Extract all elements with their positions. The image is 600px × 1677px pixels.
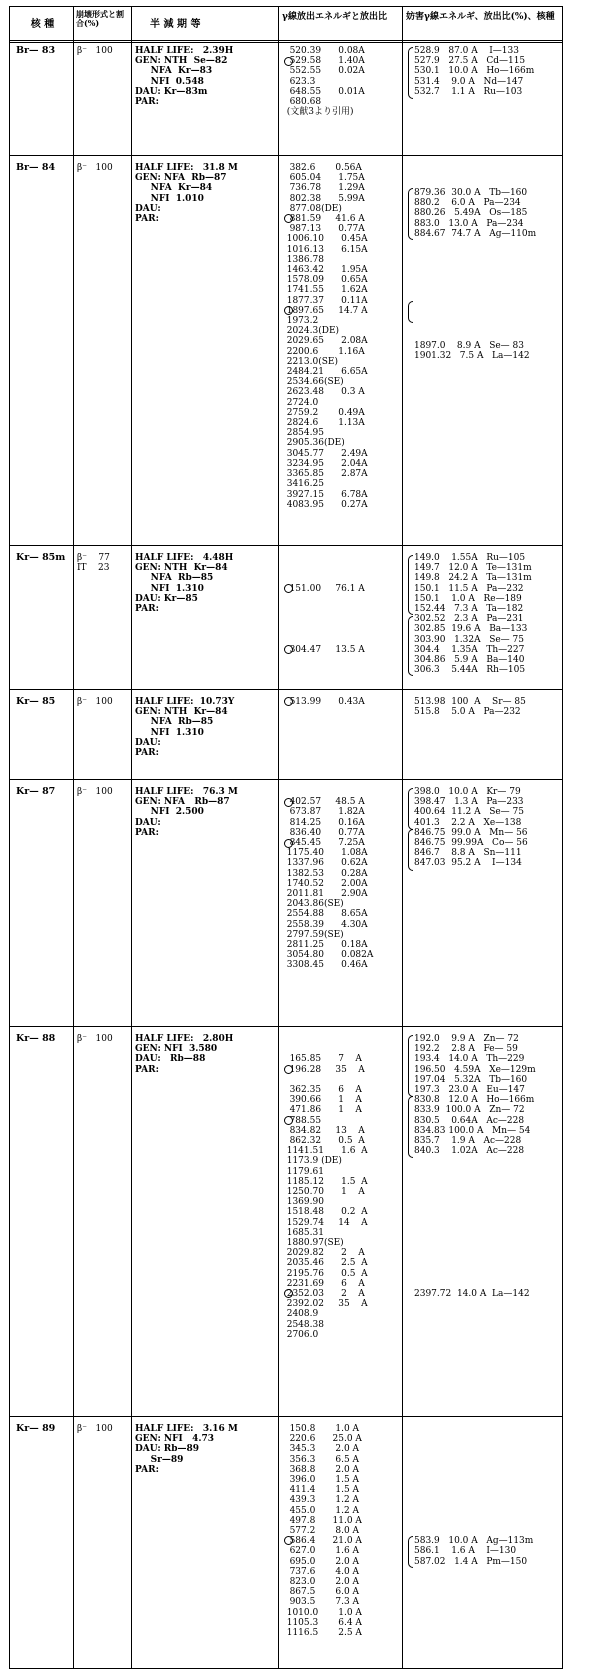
decay-mode: β⁻ 100: [77, 46, 113, 56]
row-divider: [10, 779, 562, 780]
nuclide-name: Br— 83: [16, 45, 56, 56]
principal-line-marker-icon: [284, 1116, 293, 1125]
principal-line-marker-icon: [284, 1065, 293, 1074]
gamma-lines: 402.57 48.5 A 673.87 1.82A 814.25 0.16A 836.40 0.77A 845.45 7.25A 1175.40 1.08A 1337.96 0.62A 1382.53 0.28A 1740.52 2.00A 2011.81 2.90A 2043.86(SE) 2554.88 8.65A 2558.39 4.30A 2797.59(SE) 2811.25 0.18A 3054.80 0.082A 3308.45 0.46A: [286, 797, 374, 971]
row-divider: [10, 1416, 562, 1417]
brace-icon: [408, 616, 413, 676]
row-divider: [10, 545, 562, 546]
header-divider: [10, 40, 562, 43]
principal-line-marker-icon: [284, 645, 293, 654]
nuclide-name: Kr— 85m: [16, 552, 66, 563]
decay-mode: β⁻ 100: [77, 787, 113, 797]
header-halflife: 半 減 期 等: [150, 19, 201, 30]
header-decay: 崩壊形式と割合(%): [76, 9, 124, 28]
brace-icon: [408, 47, 413, 99]
nuclide-name: Kr— 88: [16, 1033, 56, 1044]
halflife-info: HALF LIFE: 31.8 M GEN: NFA Rb—87 NFA Kr—84 NFI 1.010 DAU: PAR:: [135, 163, 238, 225]
principal-line-marker-icon: [284, 306, 293, 315]
interfering-lines: 192.0 9.9 A Zn— 72 192.2 2.8 A Fe— 59 193.4 14.0 A Th—229 196.50 4.59A Xe—129m 197.04 5.32A Tb—160 197.3 23.0 A Eu—147 830.8 12.0 A Ho—166m 833.9 100.0 A Zn— 72 830.5 0.64A Ac—228 834.83 100.0 A Mn— 54 835.7 1.9 A Ac—228 840.3 1.02A Ac—228 2397.72 14.0 A La—142: [414, 1034, 536, 1300]
principal-line-marker-icon: [284, 798, 293, 807]
principal-line-marker-icon: [284, 214, 293, 223]
row-divider: [10, 689, 562, 690]
nuclide-name: Br— 84: [16, 162, 56, 173]
brace-icon: [408, 1096, 413, 1158]
nuclide-data-table: [9, 6, 563, 1669]
gamma-lines: 520.39 0.08A 529.58 1.40A 552.55 0.02A 623.3 648.55 0.01A 680.68 (文献3より引用): [286, 46, 365, 118]
gamma-lines: 150.8 1.0 A 220.6 25.0 A 345.3 2.0 A 356.3 6.5 A 368.8 2.0 A 396.0 1.5 A 411.4 1.5 A 439.3 1.2 A 455.0 1.2 A 497.8 11.0 A 577.2 8.0 A 586.4 21.0 A 627.0 1.6 A 695.0 2.0 A 737.6 4.0 A 823.0 2.0 A 867.5 6.0 A 903.5 7.3 A 1010.0 1.0 A 1105.3 6.4 A 1116.5 2.5 A: [286, 1424, 362, 1639]
gamma-lines: 165.85 7 A 196.28 35 A 362.35 6 A 390.66 1 A 471.86 1 A 788.55 834.82 13 A 862.32 0.5 A 1141.51 1.6 A 1173.9 (DE) 1179.61 1185.12 1.5 A 1250.70 1 A 1369.90 1518.48 0.2 A 1529.74 14 A 1685.31 1880.97(SE) 2029.82 2 A 2035.46 2.5 A 2195.76 0.5 A 2231.69 6 A 2352.03 2 A 2392.02 35 A 2408.9 2548.38 2706.0: [286, 1054, 368, 1340]
gamma-lines: 513.99 0.43A: [281, 697, 365, 707]
halflife-info: HALF LIFE: 76.3 M GEN: NFA Rb—87 NFI 2.500 DAU: PAR:: [135, 787, 238, 838]
column-divider: [131, 7, 132, 1668]
halflife-info: HALF LIFE: 2.39H GEN: NTH Se—82 NFA Kr—83 NFI 0.548 DAU: Kr—83m PAR:: [135, 46, 234, 108]
row-divider: [10, 1026, 562, 1027]
header-interfering: 妨害γ線エネルギ、放出比(%)、核種: [406, 12, 555, 22]
nuclide-name: Kr— 87: [16, 786, 56, 797]
decay-mode: β⁻ 100: [77, 163, 113, 173]
principal-line-marker-icon: [284, 1289, 293, 1298]
brace-icon: [408, 555, 413, 615]
interfering-lines: 528.9 87.0 A I—133 527.9 27.5 A Cd—115 530.1 10.0 A Ho—166m 531.4 9.0 A Nd—147 532.7 1.1 A Ru—103: [414, 46, 535, 97]
principal-line-marker-icon: [284, 1536, 293, 1545]
halflife-info: HALF LIFE: 4.48H GEN: NTH Kr—84 NFA Rb—85 NFI 1.310 DAU: Kr—85 PAR:: [135, 553, 234, 615]
column-divider: [402, 7, 403, 1668]
decay-mode: β⁻ 100: [77, 1034, 113, 1044]
brace-icon: [408, 829, 413, 871]
interfering-lines: 879.36 30.0 A Tb—160 880.2 6.0 A Pa—234 880.26 5.49A Os—185 883.0 13.0 A Pa—234 884.67 74.7 A Ag—110m 1897.0 8.9 A Se— 83 1901.32 7.5 A La—142: [414, 188, 537, 362]
halflife-info: HALF LIFE: 10.73Y GEN: NTH Kr—84 NFA Rb—85 NFI 1.310 DAU: PAR:: [135, 697, 235, 759]
brace-icon: [408, 301, 413, 323]
brace-icon: [408, 788, 413, 830]
brace-icon: [408, 1035, 413, 1097]
decay-mode: β⁻ 77 IT 23: [77, 553, 110, 574]
header-gamma: γ線放出エネルギと放出比: [282, 12, 387, 22]
principal-line-marker-icon: [284, 57, 293, 66]
nuclide-name: Kr— 85: [16, 696, 56, 707]
nuclide-name: Kr— 89: [16, 1423, 56, 1434]
brace-icon: [408, 1536, 413, 1568]
halflife-info: HALF LIFE: 2.80H GEN: NFI 3.580 DAU: Rb—88 PAR:: [135, 1034, 234, 1075]
interfering-lines: 583.9 10.0 A Ag—113m 586.1 1.6 A I—130 587.02 1.4 A Pm—150: [414, 1536, 534, 1567]
halflife-info: HALF LIFE: 3.16 M GEN: NFI 4.73 DAU: Rb—89 Sr—89 PAR:: [135, 1424, 238, 1475]
decay-mode: β⁻ 100: [77, 1424, 113, 1434]
gamma-lines: 151.00 76.1 A 304.47 13.5 A: [289, 583, 365, 655]
interfering-lines: 398.0 10.0 A Kr— 79 398.47 1.3 A Pa—233 400.64 11.2 A Se— 75 401.3 2.2 A Xe—138 846.75 99.0 A Mn— 56 846.75 99.99A Co— 56 846.7 8.8 A Sn—111 847.03 95.2 A I—134: [414, 787, 528, 869]
gamma-lines: 382.6 0.56A 605.04 1.75A 736.78 1.29A 802.38 5.99A 877.08(DE) 881.59 41.6 A 987.13 0.77A 1006.10 0.45A 1016.13 6.15A 1386.78 1463.42 1.95A 1578.09 0.65A 1741.55 1.62A 1877.37 0.11A 1897.65 14.7 A 1973.2 2024.3(DE) 2029.65 2.08A 2200.6 1.16A 2213.0(SE) 2484.21 6.65A 2534.66(SE) 2623.48 0.3 A 2724.0 2759.2 0.49A 2824.6 1.13A 2854.95 2905.36(DE) 3045.77 2.49A 3234.95 2.04A 3365.85 2.87A 3416.25 3927.15 6.78A 4083.95 0.27A: [286, 163, 368, 510]
interfering-lines: 513.98 100 A Sr— 85 515.8 5.0 A Pa—232: [414, 697, 526, 718]
interfering-lines: 149.0 1.55A Ru—105 149.7 12.0 A Te—131m 149.8 24.2 A Ta—131m 150.1 11.5 A Pa—232 150.1 1.0 A Re—189 152.44 7.3 A Ta—182 302.52 2.3 A Pa—231 302.85 19.6 A Ba—133 303.90 1.32A Se— 75 304.4 1.35A Th—227 304.86 5.9 A Ba—140 306.3 5.44A Rh—105: [414, 553, 532, 676]
principal-line-marker-icon: [284, 697, 293, 706]
principal-line-marker-icon: [284, 584, 293, 593]
decay-mode: β⁻ 100: [77, 697, 113, 707]
header-nuclide: 核 種: [30, 19, 55, 30]
column-divider: [73, 7, 74, 1668]
column-divider: [278, 7, 279, 1668]
row-divider: [10, 155, 562, 156]
principal-line-marker-icon: [284, 839, 293, 848]
brace-icon: [408, 188, 413, 240]
